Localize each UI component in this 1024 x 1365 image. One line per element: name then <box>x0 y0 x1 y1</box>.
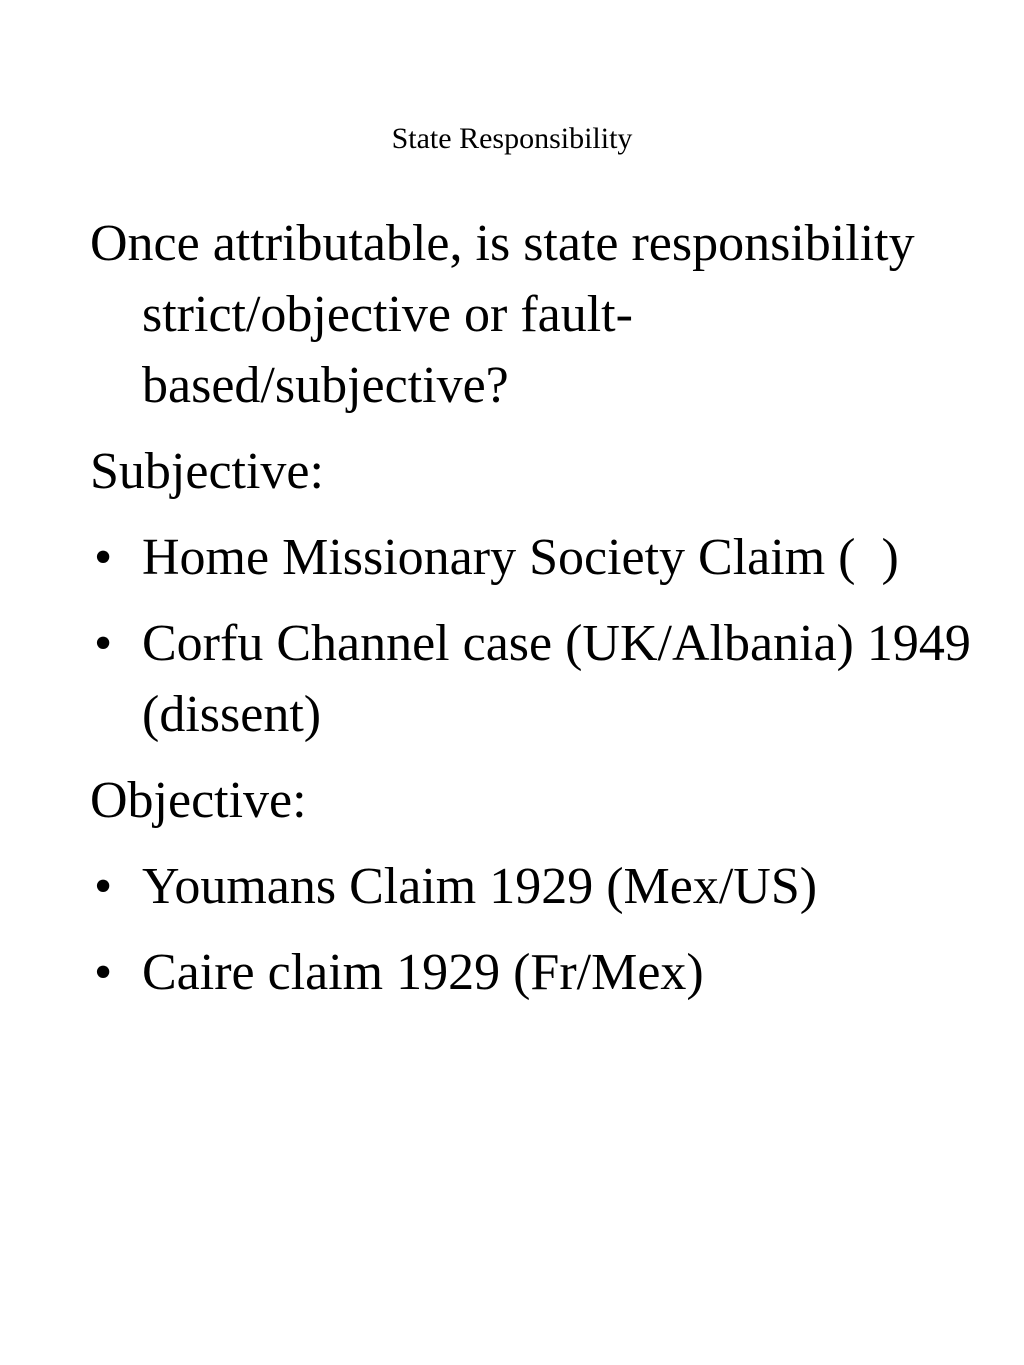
bullet-icon: • <box>94 858 113 915</box>
slide-title: State Responsibility <box>391 122 633 155</box>
list-item <box>90 522 990 593</box>
list-item-text: Corfu Channel case (UK/Albania) 1949 (dissent) <box>142 615 971 743</box>
bullet-icon: • <box>94 615 113 672</box>
bullet-icon: • <box>94 944 113 1001</box>
intro-question: Once attributable, is state responsibility strict/objective or fault-based/subjective? <box>90 215 915 414</box>
bullet-icon: • <box>94 529 113 586</box>
slide-body <box>90 208 990 1023</box>
list-item <box>90 851 990 922</box>
list-item-text: Caire claim 1929 (Fr/Mex) <box>142 944 704 1001</box>
list-item <box>90 937 990 1008</box>
list-item-text: Home Missionary Society Claim ( ) <box>142 529 899 586</box>
list-item <box>90 608 990 750</box>
subjective-heading: Subjective: <box>90 443 324 500</box>
list-item-text: Youmans Claim 1929 (Mex/US) <box>142 858 818 915</box>
objective-heading: Objective: <box>90 772 307 829</box>
